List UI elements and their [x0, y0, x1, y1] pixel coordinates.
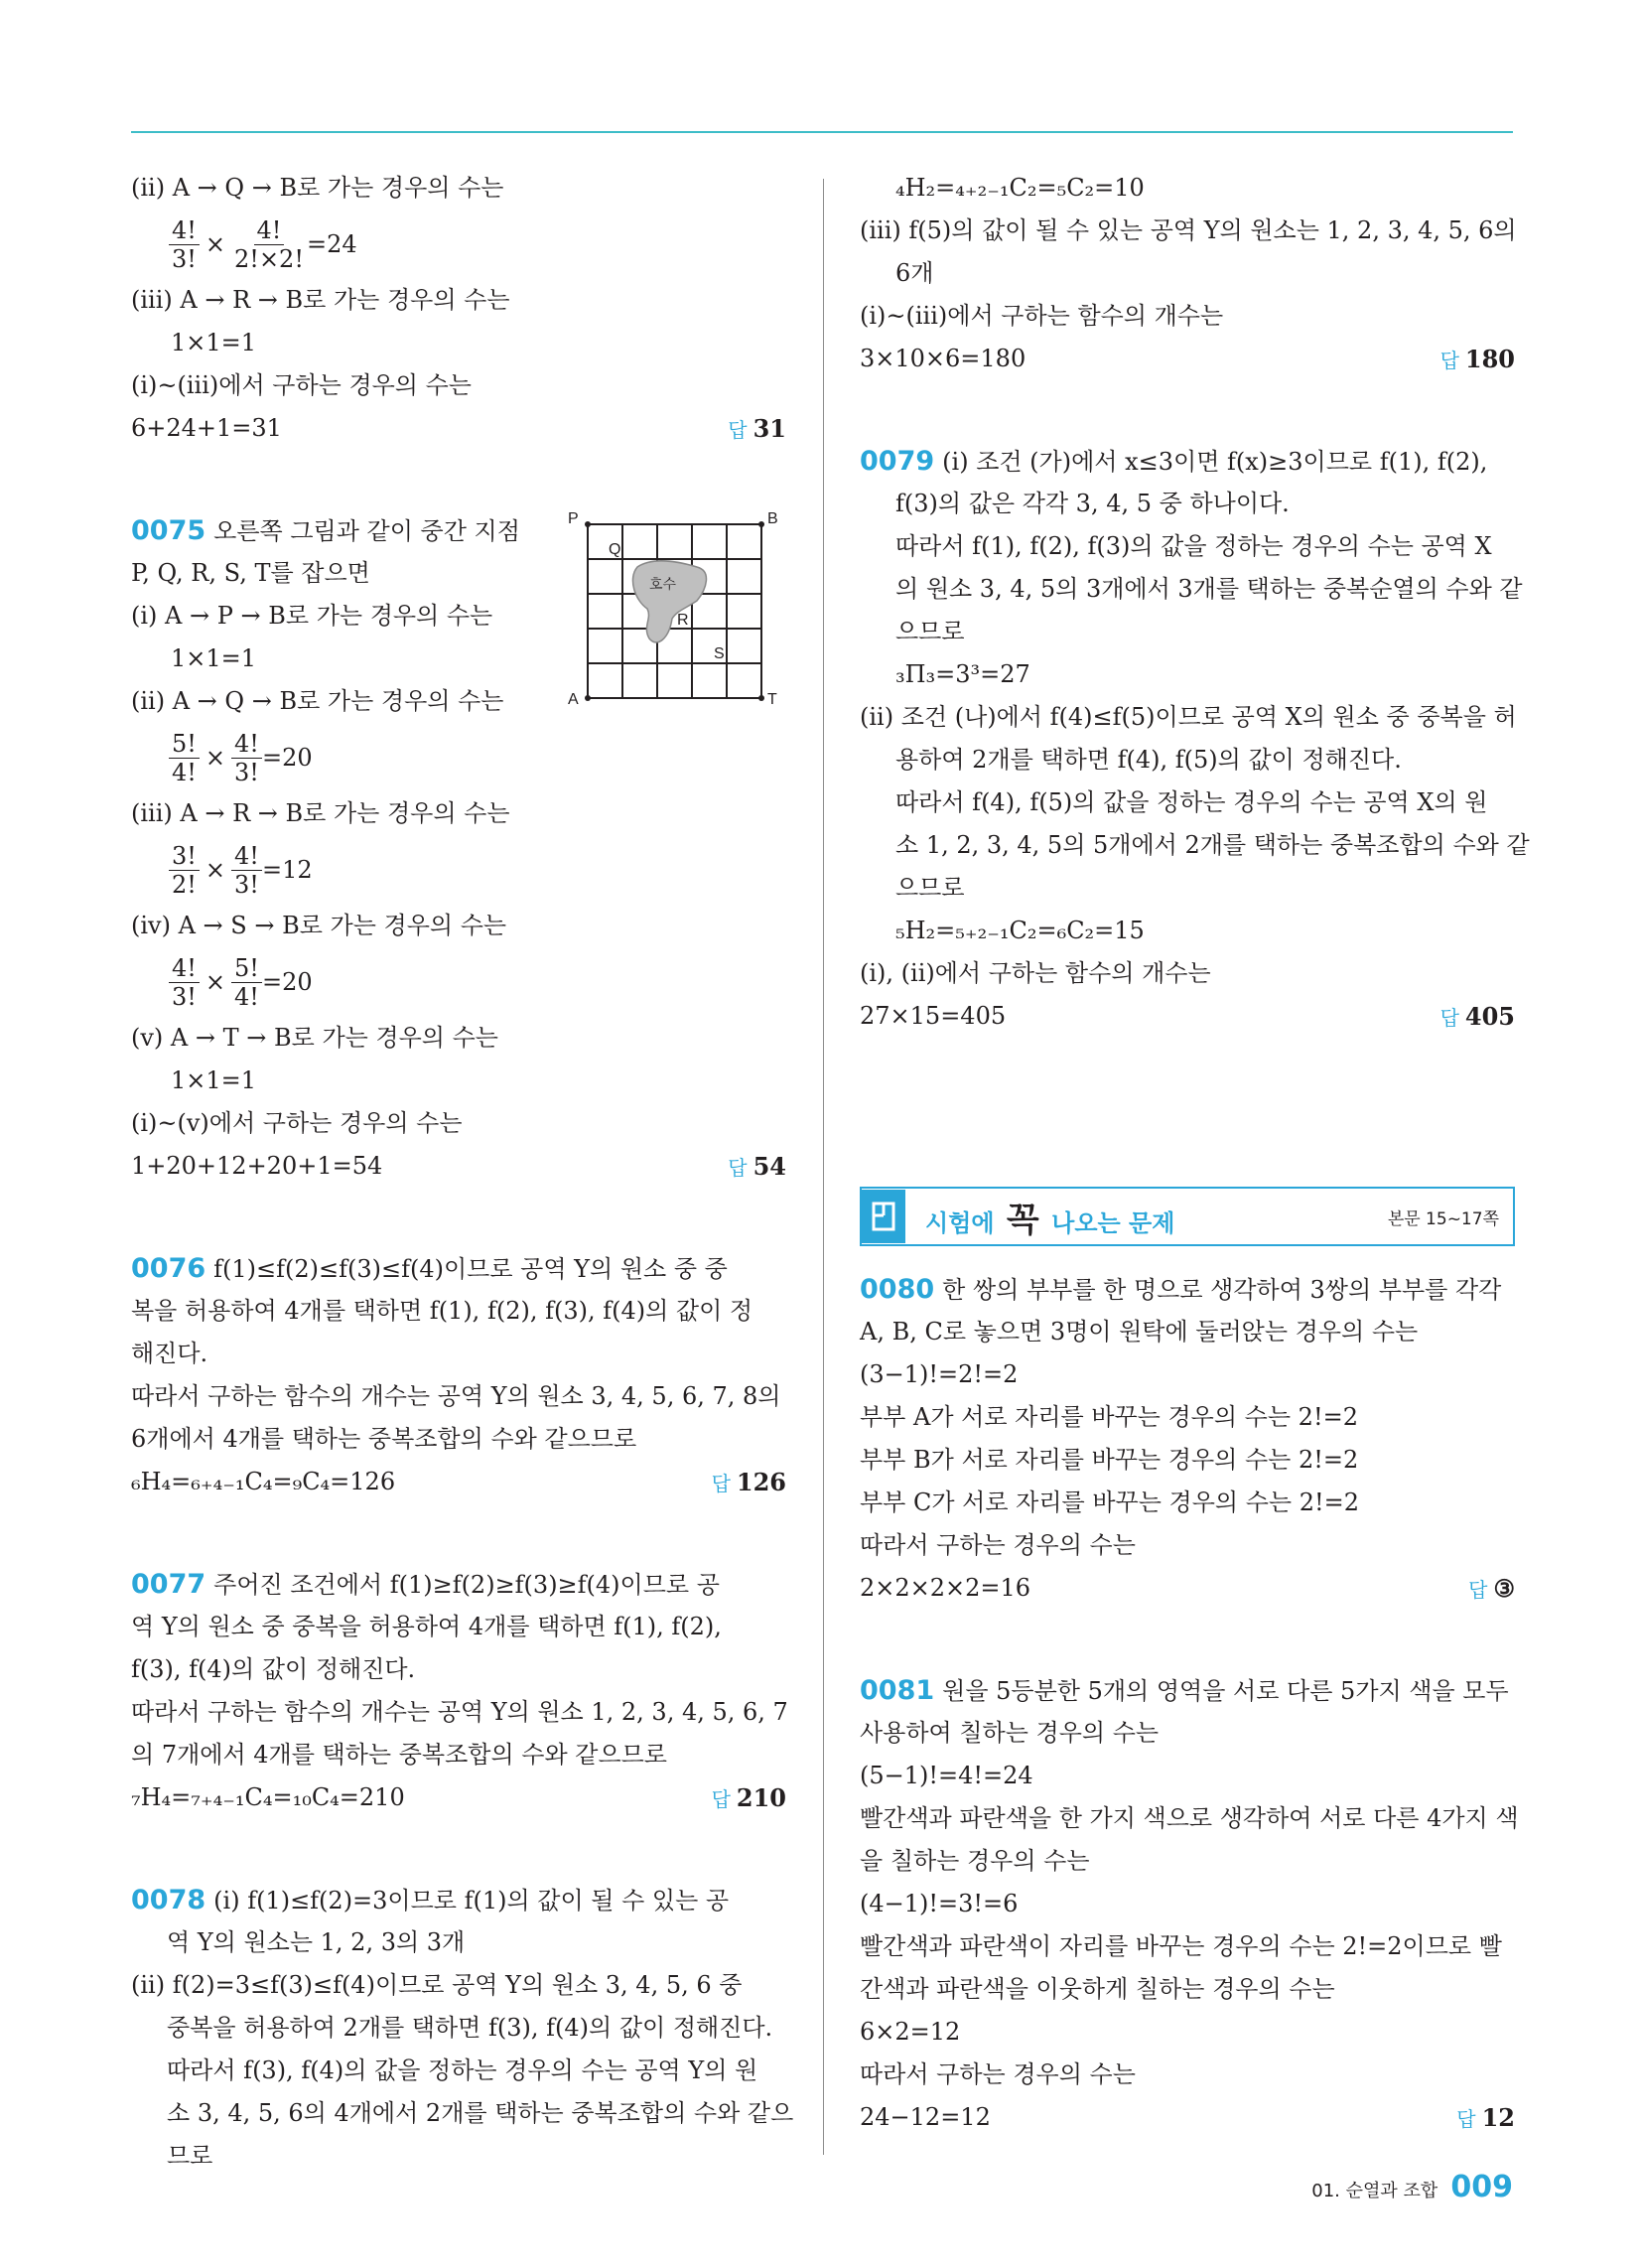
text-line: 소 3, 4, 5, 6의 4개에서 2개를 택하는 중복조합의 수와 같으	[167, 2099, 794, 2127]
answer-value: ③	[1493, 1574, 1515, 1603]
text-line: 주어진 조건에서 f(1)≥f(2)≥f(3)≥f(4)이므로 공	[213, 1571, 720, 1599]
text-line: A, B, C로 놓으면 3명이 원탁에 둘러앉는 경우의 수는	[860, 1318, 1419, 1346]
text-line: 빨간색과 파란색이 자리를 바꾸는 경우의 수는 2!=2이므로 빨	[860, 1932, 1502, 1960]
answer	[1440, 995, 1515, 1040]
page-reference: 본문 15~17쪽	[1387, 1208, 1499, 1229]
problem-number: 0076	[131, 1253, 206, 1284]
text-line: 부부 C가 서로 자리를 바꾸는 경우의 수는 2!=2	[860, 1488, 1360, 1516]
text-line: f(3)의 값은 각각 3, 4, 5 중 하나이다.	[895, 490, 1290, 517]
problem-0076	[131, 1247, 786, 1503]
answer-label: 답	[1456, 2107, 1476, 2131]
text-line: 사용하여 칠하는 경우의 수는	[860, 1719, 1160, 1747]
problem-0075	[131, 509, 786, 1188]
numerator: 3!	[169, 842, 200, 871]
problem-0074-continued	[131, 167, 786, 450]
banner-title-post: 나오는 문제	[1051, 1208, 1175, 1237]
text-line: 따라서 f(4), f(5)의 값을 정하는 경우의 수는 공역 X의 원	[895, 788, 1488, 816]
column-divider	[823, 179, 824, 2155]
denominator: 2!×2!	[234, 244, 304, 273]
text-line: (i)~(iii)에서 구하는 경우의 수는	[131, 371, 472, 399]
answer-value: 180	[1464, 345, 1515, 373]
text-line: (ii) 조건 (나)에서 f(4)≤f(5)이므로 공역 X의 원소 중 중복을 허	[860, 703, 1517, 731]
text-line: 따라서 구하는 경우의 수는	[860, 1531, 1136, 1559]
answer-value: 126	[736, 1468, 786, 1496]
denominator: 3!	[234, 870, 259, 899]
text-line: ₅H₂=₅₊₂₋₁C₂=₆C₂=15	[895, 917, 1145, 944]
problem-0079	[860, 440, 1530, 1038]
text-line: 부부 A가 서로 자리를 바꾸는 경우의 수는 2!=2	[860, 1403, 1358, 1431]
answer	[712, 1776, 786, 1821]
answer-label: 답	[1468, 1578, 1488, 1602]
text-line: 역 Y의 원소 중 중복을 허용하여 4개를 택하면 f(1), f(2),	[131, 1613, 722, 1640]
text-line: 24−12=12	[860, 2103, 991, 2131]
text-line: 6×2=12	[860, 2018, 961, 2046]
text-line: 으므로	[895, 618, 965, 645]
numerator: 4!	[231, 730, 262, 759]
answer	[728, 1145, 786, 1190]
text-line: 2×2×2×2=16	[860, 1574, 1031, 1602]
banner-title-pre: 시험에	[925, 1208, 995, 1237]
text-line: 6+24+1=31	[131, 414, 282, 442]
label-T: T	[767, 691, 777, 708]
answer	[712, 1461, 786, 1505]
problem-number: 0078	[131, 1885, 206, 1915]
text-line: ₆H₄=₆₊₄₋₁C₄=₉C₄=126	[131, 1468, 396, 1495]
answer-value: 405	[1464, 1002, 1515, 1031]
text-line: (ii) A → Q → B로 가는 경우의 수는	[131, 687, 504, 715]
text-line: f(1)≤f(2)≤f(3)≤f(4)이므로 공역 Y의 원소 중 중	[213, 1255, 728, 1283]
denominator: 4!	[172, 758, 197, 786]
problem-0081	[860, 1669, 1519, 2139]
denominator: 4!	[234, 982, 259, 1011]
result: =12	[261, 856, 313, 884]
answer-label: 답	[728, 1156, 748, 1180]
text-line: 소 1, 2, 3, 4, 5의 5개에서 2개를 택하는 중복조합의 수와 같	[895, 831, 1530, 859]
result: =24	[306, 230, 357, 258]
result: =20	[261, 968, 313, 996]
text-line: 한 쌍의 부부를 한 명으로 생각하여 3쌍의 부부를 각각	[942, 1276, 1502, 1304]
right-column	[860, 167, 1530, 2139]
page-number: 009	[1450, 2170, 1513, 2204]
text-line: (i) 조건 (가)에서 x≤3이면 f(x)≥3이므로 f(1), f(2),	[942, 448, 1488, 476]
answer-label: 답	[728, 418, 748, 442]
text-line: (iii) A → R → B로 가는 경우의 수는	[131, 799, 510, 827]
text-line: 빨간색과 파란색을 한 가지 색으로 생각하여 서로 다른 4가지 색	[860, 1804, 1519, 1832]
text-line: ₃Π₃=3³=27	[895, 660, 1030, 688]
text-line: 용하여 2개를 택하면 f(4), f(5)의 값이 정해진다.	[895, 746, 1402, 774]
text-line: ₄H₂=₄₊₂₋₁C₂=₅C₂=10	[895, 174, 1145, 202]
text-line: (v) A → T → B로 가는 경우의 수는	[131, 1024, 498, 1052]
text-line: (i)~(iii)에서 구하는 함수의 개수는	[860, 302, 1224, 330]
top-rule	[131, 131, 1513, 133]
banner-title-key: 꼭	[1006, 1200, 1039, 1240]
numerator: 5!	[169, 730, 200, 759]
text-line: 따라서 f(1), f(2), f(3)의 값을 정하는 경우의 수는 공역 X	[895, 532, 1492, 560]
text-line: (i)~(v)에서 구하는 경우의 수는	[131, 1109, 463, 1137]
answer-label: 답	[711, 1787, 731, 1811]
text-line: (ii) f(2)=3≤f(3)≤f(4)이므로 공역 Y의 원소 3, 4, 5, 6 중	[131, 1971, 743, 1999]
text-line: 1×1=1	[171, 1066, 257, 1094]
text-line: 6개에서 4개를 택하는 중복조합의 수와 같으므로	[131, 1425, 637, 1453]
numerator: 4!	[169, 954, 200, 983]
text-line: ₇H₄=₇₊₄₋₁C₄=₁₀C₄=210	[131, 1783, 405, 1811]
denominator: 2!	[172, 870, 197, 899]
exam-paper-icon	[862, 1190, 905, 1243]
problem-0078	[131, 1879, 794, 2178]
label-S: S	[714, 645, 725, 662]
problem-number: 0075	[131, 515, 206, 546]
answer-value: 54	[753, 1152, 786, 1181]
section-banner	[860, 1187, 1515, 1246]
text-line: 부부 B가 서로 자리를 바꾸는 경우의 수는 2!=2	[860, 1446, 1359, 1474]
text-line: 의 7개에서 4개를 택하는 중복조합의 수와 같으므로	[131, 1741, 667, 1769]
text-line: 중복을 허용하여 2개를 택하면 f(3), f(4)의 값이 정해진다.	[167, 2014, 773, 2042]
page-footer	[1311, 2170, 1513, 2204]
problem-number: 0077	[131, 1569, 206, 1600]
fraction-expression: $\frac{4!}{3!}$ × $\frac{4!}{2!\times 2!}$ =24	[131, 210, 786, 279]
answer-label: 답	[1439, 349, 1459, 372]
text-line: 복을 허용하여 4개를 택하면 f(1), f(2), f(3), f(4)의 값이 정	[131, 1297, 753, 1325]
text-line: (4−1)!=3!=6	[860, 1890, 1019, 1917]
numerator: 4!	[231, 842, 262, 871]
banner-title	[925, 1193, 1174, 1241]
text-line: 간색과 파란색을 이웃하게 칠하는 경우의 수는	[860, 1975, 1335, 2003]
numerator: 4!	[169, 216, 200, 245]
answer-value: 210	[736, 1783, 786, 1812]
text-line: f(3), f(4)의 값이 정해진다.	[131, 1655, 416, 1683]
text-line: 역 Y의 원소는 1, 2, 3의 3개	[167, 1928, 466, 1956]
fraction-expression: $\frac{3!}{2!}$ × $\frac{4!}{3!}$ =12	[131, 835, 786, 905]
text-line: 27×15=405	[860, 1002, 1007, 1030]
result: =20	[261, 744, 313, 772]
answer	[728, 407, 786, 452]
text-line: 따라서 구하는 함수의 개수는 공역 Y의 원소 1, 2, 3, 4, 5, 6, 7	[131, 1698, 788, 1726]
text-line: 을 칠하는 경우의 수는	[860, 1847, 1090, 1875]
text-line: 1×1=1	[171, 329, 257, 356]
text-line: 의 원소 3, 4, 5의 3개에서 3개를 택하는 중복순열의 수와 같	[895, 575, 1523, 603]
problem-0080	[860, 1268, 1515, 1610]
chapter-title: 01. 순열과 조합	[1311, 2181, 1438, 2201]
text-line: 따라서 f(3), f(4)의 값을 정하는 경우의 수는 공역 Y의 원	[167, 2056, 758, 2084]
problem-0078-continued	[860, 167, 1515, 380]
text-line: 따라서 구하는 함수의 개수는 공역 Y의 원소 3, 4, 5, 6, 7, 8의	[131, 1382, 781, 1410]
answer	[1468, 1567, 1515, 1612]
label-Q: Q	[609, 541, 621, 558]
text-line: 오른쪽 그림과 같이 중간 지점	[213, 517, 520, 545]
text-line: 원을 5등분한 5개의 영역을 서로 다른 5가지 색을 모두	[942, 1677, 1509, 1705]
problem-number: 0081	[860, 1675, 935, 1706]
numerator: 5!	[231, 954, 262, 983]
denominator: 3!	[234, 758, 259, 786]
denominator: 3!	[172, 244, 197, 273]
text-line: (ii) A → Q → B로 가는 경우의 수는	[131, 174, 504, 202]
text-line: 따라서 구하는 경우의 수는	[860, 2060, 1136, 2088]
numerator: 4!	[254, 216, 285, 245]
text-line: (iii) f(5)의 값이 될 수 있는 공역 Y의 원소는 1, 2, 3, 4, 5, 6의	[860, 216, 1517, 244]
answer-label: 답	[711, 1472, 731, 1495]
denominator: 3!	[172, 982, 197, 1011]
answer	[1440, 338, 1515, 382]
problem-number: 0080	[860, 1274, 935, 1305]
problem-0077	[131, 1563, 786, 1819]
label-R: R	[677, 612, 689, 629]
text-line: 으므로	[895, 874, 965, 902]
text-line: 6개	[895, 259, 934, 287]
fraction-expression: $\frac{5!}{4!}$ × $\frac{4!}{3!}$ =20	[131, 723, 786, 792]
text-line: 1+20+12+20+1=54	[131, 1152, 383, 1180]
problem-number: 0079	[860, 446, 935, 477]
text-line: (i), (ii)에서 구하는 함수의 개수는	[860, 959, 1211, 987]
answer-value: 12	[1481, 2103, 1515, 2132]
answer-label: 답	[1439, 1006, 1459, 1030]
text-line: P, Q, R, S, T를 잡으면	[131, 559, 370, 587]
left-column	[131, 167, 794, 2178]
label-P: P	[568, 510, 579, 527]
label-B: B	[767, 510, 778, 527]
text-line: 1×1=1	[171, 644, 257, 672]
fraction-expression: $\frac{4!}{3!}$ × $\frac{5!}{4!}$ =20	[131, 947, 786, 1017]
text-line: (iv) A → S → B로 가는 경우의 수는	[131, 912, 507, 939]
text-line: 해진다.	[131, 1340, 208, 1367]
text-line: (5−1)!=4!=24	[860, 1762, 1033, 1789]
text-line: 므로	[167, 2142, 213, 2170]
label-A: A	[568, 691, 579, 708]
text-line: (iii) A → R → B로 가는 경우의 수는	[131, 286, 510, 314]
lake-label: 호수	[649, 576, 677, 592]
text-line: (i) A → P → B로 가는 경우의 수는	[131, 602, 493, 630]
text-line: (3−1)!=2!=2	[860, 1360, 1019, 1388]
text-line: 3×10×6=180	[860, 345, 1026, 372]
answer	[1456, 2096, 1515, 2141]
answer-value: 31	[753, 414, 786, 443]
text-line: (i) f(1)≤f(2)=3이므로 f(1)의 값이 될 수 있는 공	[213, 1887, 730, 1914]
